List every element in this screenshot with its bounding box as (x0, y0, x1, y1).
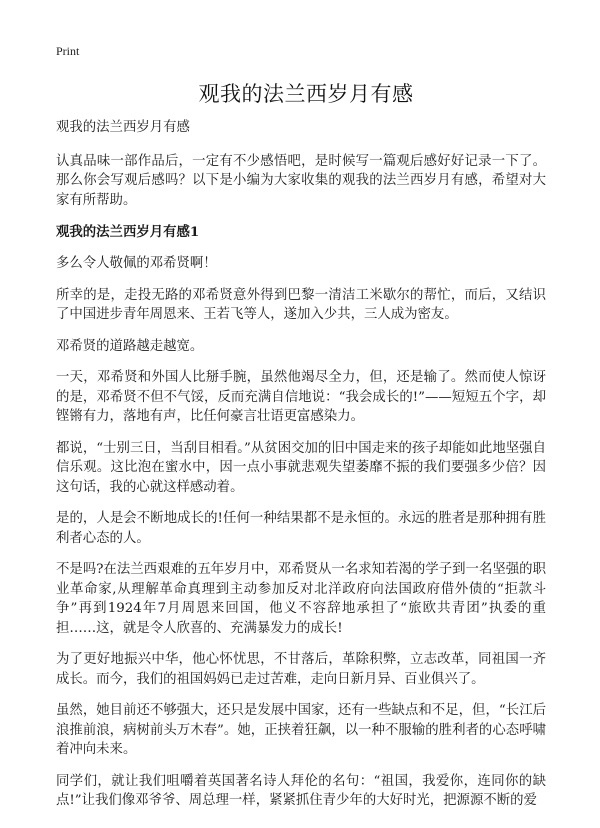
paragraph: 都说，“士别三日，当刮目相看。”从贫困交加的旧中国走来的孩子却能如此地坚强自信乐观。这比泡在蜜水中，因一点小事就悲观失望萎靡不振的我们要强多少倍？因这句话，我的心就这样感动着。 (56, 440, 546, 495)
paragraph: 所幸的是，走投无路的邓希贤意外得到巴黎一清洁工米歇尔的帮忙，而后，又结识了中国进步青年周恩来、王若飞等人，遂加入少共，三人成为密友。 (56, 287, 546, 322)
section-heading: 观我的法兰西岁月有感1 (56, 224, 200, 240)
print-link[interactable]: Print (56, 44, 80, 58)
paragraph: 同学们，就让我们咀嚼着英国著名诗人拜伦的名句：“祖国，我爱你，连同你的缺点!”让我们像邓爷爷、周总理一样，紧紧抓住青少年的大好时光，把源源不断的爱 (56, 773, 546, 808)
article-subtitle: 观我的法兰西岁月有感 (56, 120, 190, 135)
page-title: 观我的法兰西岁月有感 (198, 82, 414, 106)
paragraph: 多么令人敬佩的邓希贤啊！ (56, 256, 217, 271)
paragraph: 一天，邓希贤和外国人比掰手腕，虽然他竭尽全力，但，还是输了。然而使人惊讶的是，邓希贤不但不气馁，反而充满自信地说：“我会成长的!”——短短五个字，却铿锵有力，落地有声，比任何豪言壮语更富感染力。 (56, 370, 546, 424)
paragraph: 虽然，她目前还不够强大，还只是发展中国家，还有一些缺点和不足，但，“长江后浪推前浪，病树前头万木春”。她，正挟着狂飙，以一种不服输的胜利者的心态呼啸着冲向未来。 (56, 703, 546, 757)
paragraph: 邓希贤的道路越走越宽。 (56, 338, 204, 354)
paragraph: 是的，人是会不断地成长的!任何一种结果都不是永恒的。永远的胜者是那种拥有胜利者心态的人。 (56, 511, 546, 546)
article-body (56, 118, 546, 823)
intro-paragraph: 认真品味一部作品后，一定有不少感悟吧，是时候写一篇观后感好好记录一下了。那么你会写观后感吗？以下是小编为大家收集的观我的法兰西岁月有感，希望对大家有所帮助。 (56, 153, 546, 208)
paragraph: 为了更好地振兴中华，他心怀忧思，不甘落后，革除积弊，立志改革，同祖国一齐成长。而今，我们的祖国妈妈已走过苦难，走向日新月异、百业俱兴了。 (56, 652, 546, 687)
paragraph: 不是吗?在法兰西艰难的五年岁月中，邓希贤从一名求知若渴的学子到一名坚强的职业革命家,从理解革命真理到主动参加反对北洋政府向法国政府借外债的“拒款斗争”再到1924年7月周恩来回国，他义不容辞地承担了“旅欧共青团”执委的重担……这，就是令人欣喜的、充满暴发力的成长! (56, 562, 546, 636)
